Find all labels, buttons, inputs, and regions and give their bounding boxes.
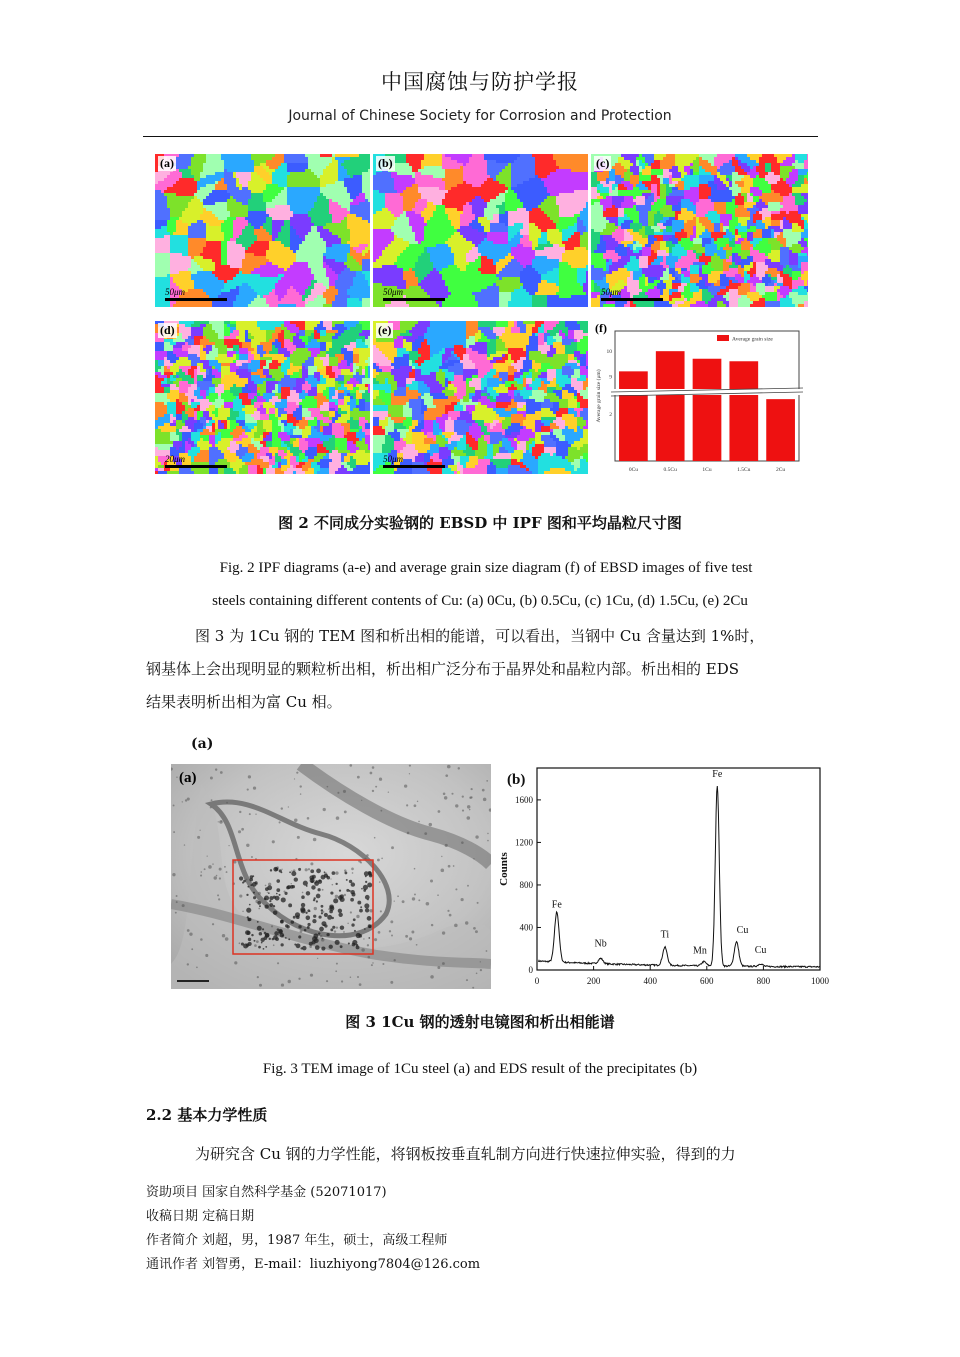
scale-bar-b	[383, 287, 445, 301]
eds-xtick: 400	[643, 976, 657, 986]
panel-label-a: (a)	[160, 156, 174, 170]
ipf-panel-d	[155, 321, 370, 474]
tem-image	[171, 764, 491, 989]
grain-size-bar	[729, 361, 758, 461]
scale-bar-e	[383, 454, 445, 468]
grain-size-ytick: 2	[609, 412, 612, 419]
scale-text-a: 50μm	[165, 287, 186, 297]
panel-label-e: (e)	[378, 323, 392, 337]
grain-size-ytick: 9	[609, 374, 612, 381]
eds-label: (b)	[507, 772, 526, 788]
figure3-top-label: (a)	[191, 736, 214, 752]
ipf-map-c	[591, 154, 808, 307]
eds-ytick: 1600	[515, 794, 533, 805]
footer-dates: 收稿日期 定稿日期	[146, 1209, 255, 1224]
paragraph1-line2: 钢基体上会出现明显的颗粒析出相，析出相广泛分布于晶界处和晶粒内部。析出相的 EDS	[146, 660, 740, 678]
eds-peak-label: Mn	[693, 945, 707, 957]
scale-text-c: 50μm	[601, 287, 622, 297]
footer-contact: 通讯作者 刘智勇，E-mail：liuzhiyong7804@126.com	[146, 1257, 481, 1272]
ipf-panel-b	[373, 154, 588, 307]
grain-size-bar	[766, 399, 795, 461]
journal-title-en: Journal of Chinese Society for Corrosion and Protection	[288, 108, 672, 124]
eds-ytick: 400	[519, 922, 533, 933]
eds-ylabel: Counts	[498, 852, 510, 886]
eds-peak-label: Fe	[712, 768, 723, 780]
grain-size-tick-label: 1.5Cu	[737, 467, 751, 473]
tem-label: (a)	[179, 770, 197, 786]
figure3-caption-en: Fig. 3 TEM image of 1Cu steel (a) and EDS result of the precipitates (b)	[262, 1061, 698, 1077]
eds-xtick: 200	[586, 976, 601, 986]
ipf-panel-e	[373, 321, 588, 474]
figure2-caption-en-2: steels containing different contents of Cu: (a) 0Cu, (b) 0.5Cu, (c) 1Cu, (d) 1.5Cu, (e) 2Cu	[212, 593, 748, 609]
ipf-panel-c	[591, 154, 808, 307]
eds-spectrum-chart	[495, 764, 830, 992]
scale-text-e: 50μm	[383, 454, 404, 464]
ipf-map-e	[373, 321, 588, 474]
scale-bar-d	[165, 454, 227, 468]
paragraph1-line1: 图 3 为 1Cu 钢的 TEM 图和析出相的能谱，可以看出，当钢中 Cu 含量达到 1%时，	[195, 627, 765, 645]
eds-ytick: 1200	[515, 837, 533, 848]
journal-title-cn: 中国腐蚀与防护学报	[381, 70, 579, 94]
grain-size-tick-label: 2Cu	[776, 467, 786, 473]
section-heading: 2.2 基本力学性质	[146, 1106, 268, 1124]
panel-label-c: (c)	[596, 156, 610, 170]
eds-peak-label: Cu	[736, 925, 749, 937]
figure3-caption-cn: 图 3 1Cu 钢的透射电镜图和析出相能谱	[345, 1013, 615, 1031]
ipf-map-a	[155, 154, 370, 307]
footer-funding: 资助项目 国家自然科学基金 (52071017)	[146, 1185, 387, 1200]
grain-size-ylabel: Average grain size (μm)	[596, 369, 602, 423]
scale-text-d: 20μm	[165, 454, 186, 464]
scale-bar-a	[165, 287, 227, 301]
eds-peak-label: Fe	[551, 899, 562, 911]
ipf-map-b	[373, 154, 588, 307]
figure2-caption-cn: 图 2 不同成分实验钢的 EBSD 中 IPF 图和平均晶粒尺寸图	[278, 514, 682, 532]
scale-bar-c	[601, 287, 663, 301]
grain-size-tick-label: 1Cu	[702, 467, 712, 473]
eds-ytick: 800	[519, 879, 533, 890]
footer-author: 作者简介 刘超，男，1987 年生，硕士，高级工程师	[146, 1233, 448, 1248]
eds-peak-label: Ti	[660, 929, 670, 941]
eds-xtick: 0	[534, 976, 540, 986]
grain-size-tick-label: 0.5Cu	[663, 467, 677, 473]
ipf-panel-a	[155, 154, 370, 307]
panel-label-b: (b)	[378, 156, 393, 170]
eds-ytick: 0	[528, 965, 533, 975]
ipf-map-d	[155, 321, 370, 474]
eds-peak-label: Nb	[594, 938, 607, 950]
eds-peak-label: Cu	[754, 944, 767, 956]
eds-xtick: 800	[756, 976, 771, 986]
scale-text-b: 50μm	[383, 287, 404, 297]
section-line1: 为研究含 Cu 钢的力学性能，将钢板按垂直轧制方向进行快速拉伸实验，得到的力	[195, 1145, 736, 1163]
eds-spectrum-panel	[495, 764, 830, 992]
grain-size-chart-panel	[591, 321, 808, 474]
paragraph1-line3: 结果表明析出相为富 Cu 相。	[146, 693, 342, 711]
grain-size-legend: Average grain size	[732, 336, 773, 343]
eds-xtick: 600	[700, 976, 714, 986]
panel-label-f: (f)	[595, 321, 607, 335]
figure2-caption-en-1: Fig. 2 IPF diagrams (a-e) and average grain size diagram (f) of EBSD images of five test	[219, 560, 753, 576]
grain-size-bar	[693, 359, 722, 461]
tem-micrograph	[171, 764, 491, 989]
grain-size-bar	[656, 351, 685, 461]
grain-size-tick-label: 0Cu	[628, 467, 638, 473]
header-rule	[143, 136, 818, 137]
grain-size-bar-chart	[591, 321, 808, 474]
panel-label-d: (d)	[160, 323, 175, 337]
grain-size-ytick: 10	[606, 349, 612, 356]
eds-xtick: 1000	[811, 976, 829, 986]
grain-size-bar	[619, 371, 648, 461]
